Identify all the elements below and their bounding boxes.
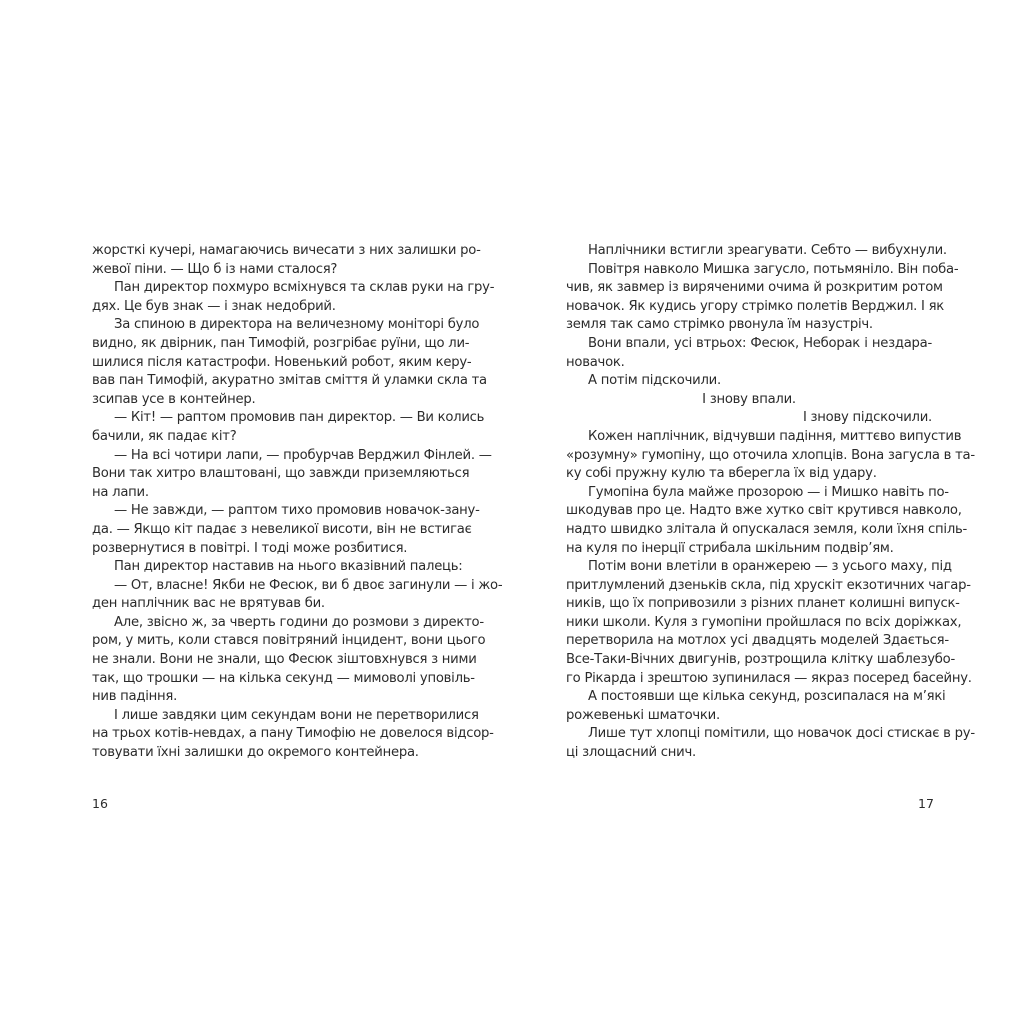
- text-line: За спиною в директора на величезному моніторі було: [114, 317, 480, 333]
- text-line: Потім вони влетіли в оранжерею — з усього маху, під: [588, 559, 952, 575]
- text-line: на трьох котів-невдах, а пану Тимофію не довелося відсор-: [92, 726, 494, 742]
- text-line: земля так само стрімко рвонула їм назустріч.: [566, 317, 873, 333]
- text-line: І знову підскочили.: [802, 410, 932, 426]
- text-line: рожевенькі шматочки.: [566, 707, 720, 723]
- text-line: дях. Це був знак — і знак недобрий.: [92, 298, 336, 314]
- left-page-text: [92, 242, 503, 763]
- text-line: А постоявши ще кілька секунд, розсипалася на м’які: [588, 689, 946, 705]
- text-line: так, що трошки — на кілька секунд — мимоволі уповіль-: [92, 670, 475, 686]
- text-line: притлумлений дзеньків скла, під хрускіт екзотичних чагар-: [566, 577, 971, 593]
- text-line: бачили, як падає кіт?: [92, 428, 237, 444]
- text-line: І знову впали.: [702, 391, 796, 407]
- page-number-left: 16: [92, 796, 108, 811]
- text-line: на лапи.: [92, 484, 149, 500]
- text-line: го Рікарда і зрештою зупинилася — якраз посеред басейну.: [566, 670, 972, 686]
- text-line: ром, у мить, коли стався повітряний інцидент, вони цього: [92, 633, 486, 649]
- text-line: да. — Якщо кіт падає з невеликої висоти, він не встигає: [92, 521, 472, 537]
- text-line: — Не завжди, — раптом тихо промовив новачок-зану-: [114, 503, 480, 519]
- text-line: Вони так хитро влаштовані, що завжди приземляються: [92, 466, 470, 482]
- text-line: ку собі пружну кулю та вберегла їх від удару.: [566, 466, 877, 482]
- text-line: Наплічники встигли зреагувати. Себто — вибухнули.: [588, 243, 947, 258]
- text-line: надто швидко злітала й опускалася земля, коли їхня спіль-: [566, 521, 968, 537]
- text-line: жевої піни. — Що б із нами сталося?: [92, 261, 338, 277]
- text-line: шилися після катастрофи. Новенький робот, яким керу-: [92, 354, 472, 370]
- text-line: ники школи. Куля з гумопіни пройшлася по всіх доріжках,: [566, 614, 962, 630]
- text-line: не знали. Вони не знали, що Фесюк зіштовхнувся з ними: [92, 652, 477, 668]
- text-line: чив, як завмер із виряченими очима й розкритим ротом: [566, 280, 943, 296]
- text-line: жорсткі кучері, намагаючись вичесати з них залишки ро-: [92, 243, 481, 258]
- text-line: ці злощасний снич.: [566, 745, 696, 761]
- text-line: Повітря навколо Мишка загусло, потьмяніло. Він поба-: [588, 261, 959, 277]
- text-line: «розумну» гумопіну, що оточила хлопців. Вона загусла в та-: [566, 447, 975, 463]
- text-line: І лише завдяки цим секундам вони не перетворилися: [114, 707, 479, 723]
- text-line: А потім підскочили.: [588, 373, 721, 389]
- text-line: новачок.: [566, 354, 625, 370]
- text-line: вав пан Тимофій, акуратно змітав сміття й уламки скла та: [92, 373, 487, 389]
- text-line: — Кіт! — раптом промовив пан директор. — Ви колись: [114, 410, 485, 426]
- text-line: Лише тут хлопці помітили, що новачок досі стискає в ру-: [588, 726, 975, 742]
- text-line: перетворила на мотлох усі двадцять моделей Здається-: [566, 633, 949, 649]
- text-line: товувати їхні залишки до окремого контейнера.: [92, 745, 419, 761]
- right-page-text: [566, 242, 975, 763]
- text-line: Пан директор наставив на нього вказівний палець:: [114, 559, 463, 575]
- text-line: зсипав усе в контейнер.: [92, 391, 256, 407]
- text-line: розвернутися в повітрі. І тоді може розбитися.: [92, 540, 408, 556]
- page-number-right: 17: [918, 796, 934, 811]
- text-line: — На всі чотири лапи, — пробурчав Верджил Фінлей. —: [114, 447, 492, 463]
- text-line: — От, власне! Якби не Фесюк, ви б двоє загинули — і жо-: [114, 577, 503, 593]
- text-line: новачок. Як кудись угору стрімко полетів Верджил. І як: [566, 298, 944, 314]
- text-line: Пан директор похмуро всміхнувся та склав руки на гру-: [114, 280, 495, 296]
- text-line: шкодував про це. Надто вже хутко світ крутився навколо,: [566, 503, 962, 519]
- text-line: Гумопіна була майже прозорою — і Мишко навіть по-: [588, 484, 949, 500]
- text-line: ден наплічник вас не врятував би.: [92, 596, 325, 612]
- text-line: ників, що їх попривозили з різних планет колишні випуск-: [566, 596, 960, 612]
- text-line: нив падіння.: [92, 689, 178, 705]
- text-line: на куля по інерції стрибала шкільним подвір’ям.: [566, 540, 894, 556]
- text-line: видно, як двірник, пан Тимофій, розгрібає руїни, що ли-: [92, 335, 470, 351]
- text-line: Але, звісно ж, за чверть години до розмови з директо-: [114, 614, 484, 630]
- text-line: Все-Таки-Вічних двигунів, розтрощила клітку шаблезубо-: [566, 652, 955, 668]
- text-line: Кожен наплічник, відчувши падіння, миттєво випустив: [588, 428, 962, 444]
- text-line: Вони впали, усі втрьох: Фесюк, Неборак і нездара-: [588, 335, 932, 351]
